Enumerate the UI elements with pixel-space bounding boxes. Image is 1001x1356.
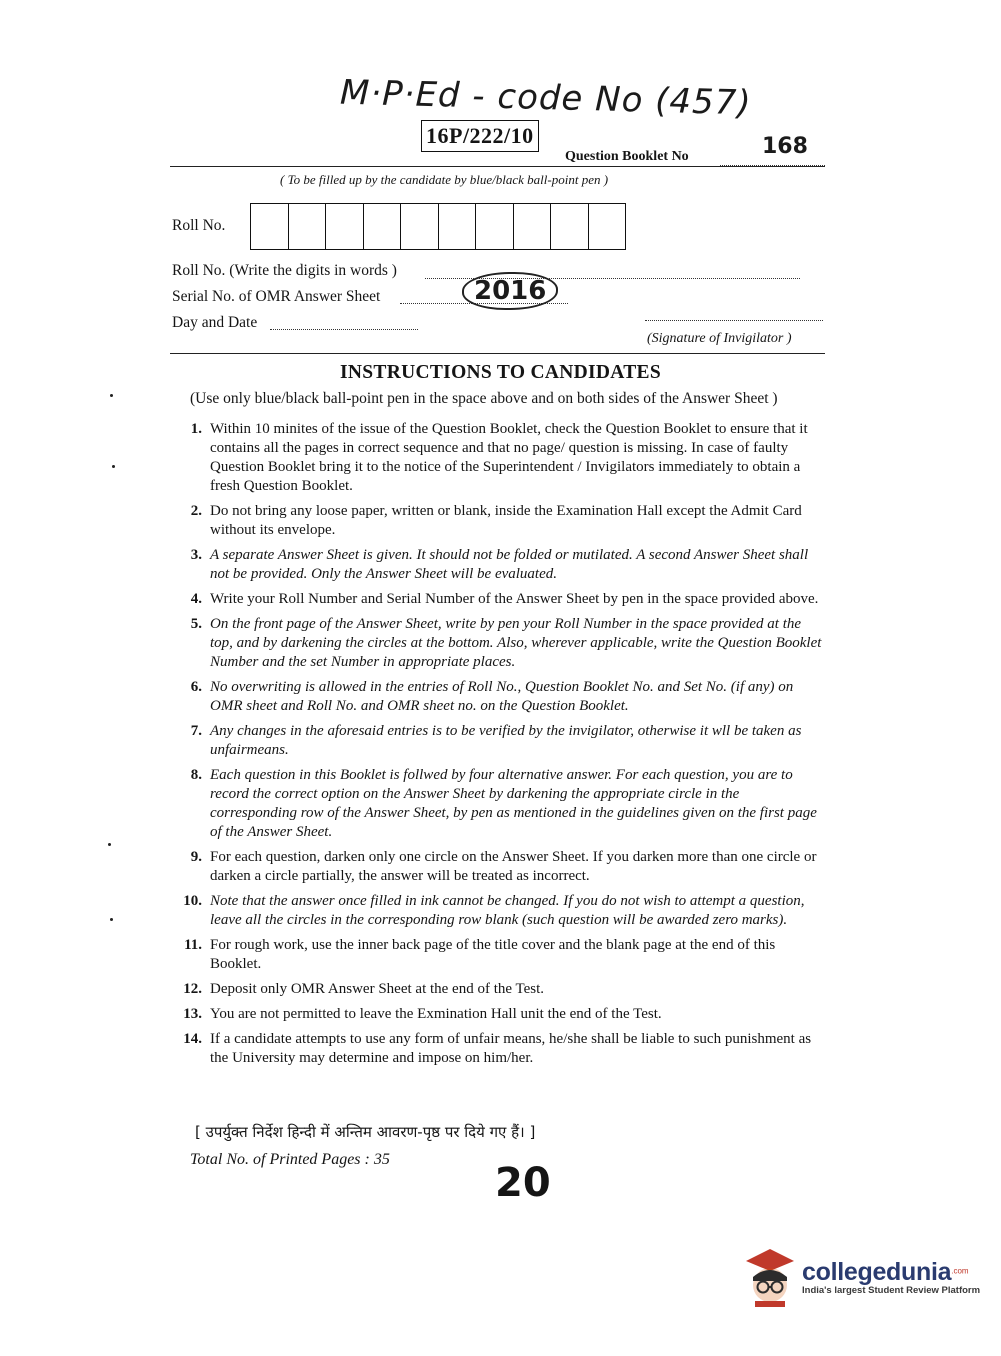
instruction-number: 13. <box>183 1006 202 1022</box>
instruction-text: Any changes in the aforesaid entries is to be verified by the invigilator, otherwise it wll be taken as unfairmeans. <box>210 723 802 758</box>
scan-speck <box>110 918 113 921</box>
form-rule <box>170 353 825 354</box>
roll-digit-box[interactable] <box>251 204 289 249</box>
roll-digit-box[interactable] <box>439 204 477 249</box>
handwritten-title: M·P·Ed - code No (457) <box>339 72 753 124</box>
instruction-item <box>170 615 822 672</box>
omr-serial-label: Serial No. of OMR Answer Sheet <box>172 288 381 305</box>
instruction-item <box>170 420 822 496</box>
total-pages: Total No. of Printed Pages : 35 <box>190 1151 390 1168</box>
instruction-number: 1. <box>190 421 202 437</box>
brand-suffix: .com <box>951 1266 969 1276</box>
instruction-number: 5. <box>190 616 202 632</box>
scan-speck <box>108 843 111 846</box>
roll-digit-box[interactable] <box>401 204 439 249</box>
instruction-number: 3. <box>190 547 202 563</box>
instruction-text: For rough work, use the inner back page of the title cover and the blank page at the end of this Booklet. <box>210 937 776 972</box>
hindi-note: [ उपर्युक्त निर्देश हिन्दी में अन्तिम आवरण-पृष्ठ पर दिये गए हैं। ] <box>195 1123 536 1141</box>
instruction-item <box>170 546 822 584</box>
instruction-text: If a candidate attempts to use any form of unfair means, he/she shall be liable to such punishment as the University may determine and impose on him/her. <box>210 1031 812 1066</box>
instruction-item <box>170 1030 822 1068</box>
instruction-text: Do not bring any loose paper, written or blank, inside the Examination Hall except the Admit Card without its envelope. <box>210 503 802 538</box>
instruction-number: 11. <box>184 937 202 953</box>
collegedunia-watermark <box>740 1245 980 1309</box>
instruction-item <box>170 766 822 842</box>
instruction-item <box>170 848 822 886</box>
instruction-number: 12. <box>183 981 202 997</box>
instruction-item <box>170 980 822 999</box>
invigilator-label: (Signature of Invigilator ) <box>647 331 792 346</box>
instruction-text: Deposit only OMR Answer Sheet at the end of the Test. <box>210 981 545 997</box>
instruction-number: 2. <box>190 503 202 519</box>
day-date-label: Day and Date <box>172 314 258 331</box>
instruction-text: Within 10 minites of the issue of the Question Booklet, check the Question Booklet to ensure that it contains all the pages in correct sequence and that no page/ question is missing. In case of faulty Question Booklet bring it to the notice of the Superintendent / Invigilators immediately to obtain a fresh Question Booklet. <box>210 421 808 494</box>
instruction-number: 8. <box>190 767 202 783</box>
instruction-number: 6. <box>190 679 202 695</box>
roll-digit-box[interactable] <box>514 204 552 249</box>
mascot-logo-icon <box>740 1245 798 1309</box>
instruction-number: 4. <box>190 591 202 607</box>
scan-speck <box>112 465 115 468</box>
roll-digit-box[interactable] <box>476 204 514 249</box>
instructions-subtitle: (Use only blue/black ball-point pen in the space above and on both sides of the Answer Sheet ) <box>190 390 778 407</box>
roll-digit-box[interactable] <box>589 204 626 249</box>
roll-no-label: Roll No. <box>172 217 226 234</box>
booklet-number: 168 <box>762 134 808 159</box>
instruction-number: 10. <box>183 893 202 909</box>
instruction-text: A separate Answer Sheet is given. It should not be folded or mutilated. A second Answer Sheet shall not be provided. Only the Answer Sheet will be evaluated. <box>210 547 809 582</box>
roll-no-grid[interactable] <box>250 203 626 250</box>
instruction-item <box>170 678 822 716</box>
day-date-line[interactable] <box>270 329 418 330</box>
instruction-item <box>170 590 822 609</box>
handwritten-number: 20 <box>495 1160 551 1206</box>
invigilator-line[interactable] <box>645 320 823 321</box>
roll-digit-box[interactable] <box>551 204 589 249</box>
roll-words-label: Roll No. (Write the digits in words ) <box>172 262 397 279</box>
instruction-text: You are not permitted to leave the Exmination Hall unit the end of the Test. <box>210 1006 662 1022</box>
instruction-item <box>170 936 822 974</box>
header-rule <box>170 166 825 167</box>
roll-digit-box[interactable] <box>326 204 364 249</box>
instruction-number: 7. <box>190 723 202 739</box>
instruction-text: Write your Roll Number and Serial Number of the Answer Sheet by pen in the space provided above. <box>210 591 819 607</box>
paper-code: 16P/222/10 <box>421 120 539 152</box>
roll-digit-box[interactable] <box>364 204 402 249</box>
fill-note: ( To be filled up by the candidate by blue/black ball-point pen ) <box>280 172 609 187</box>
scan-speck <box>110 394 113 397</box>
instructions-title: INSTRUCTIONS TO CANDIDATES <box>340 362 661 383</box>
instruction-text: Note that the answer once filled in ink cannot be changed. If you do not wish to attempt a question, leave all the circles in the corresponding row blank (such question will be awarded zero marks). <box>210 893 805 928</box>
instruction-number: 9. <box>190 849 202 865</box>
brand-name: collegedunia <box>802 1258 952 1286</box>
instruction-item <box>170 1005 822 1024</box>
roll-digit-box[interactable] <box>289 204 327 249</box>
omr-serial-handwritten: 2016 <box>462 272 558 310</box>
instructions-list <box>170 420 822 1074</box>
booklet-label: Question Booklet No <box>565 149 689 164</box>
instruction-text: Each question in this Booklet is follwed by four alternative answer. For each question, you are to record the correct option on the Answer Sheet by darkening the appropriate circle in the corresponding row of the Answer Sheet, by pen as mentioned in the guidelines given on the first page of the Answer Sheet. <box>210 767 817 840</box>
instruction-number: 14. <box>183 1031 202 1047</box>
brand-tagline: India's largest Student Review Platform <box>802 1285 981 1296</box>
instruction-text: No overwriting is allowed in the entries of Roll No., Question Booklet No. and Set No. (if any) on OMR sheet and Roll No. and OMR sheet no. on the Question Booklet. <box>210 679 794 714</box>
instruction-item <box>170 892 822 930</box>
instruction-text: On the front page of the Answer Sheet, write by pen your Roll Number in the space provided at the top, and by darkening the circles at the bottom. Also, wherever applicable, write the Question Booklet Number and the set Number in appropriate places. <box>210 616 822 670</box>
instruction-item <box>170 502 822 540</box>
instruction-item <box>170 722 822 760</box>
instruction-text: For each question, darken only one circle on the Answer Sheet. If you darken more than one circle or darken a circle partially, the answer will be treated as incorrect. <box>210 849 817 884</box>
